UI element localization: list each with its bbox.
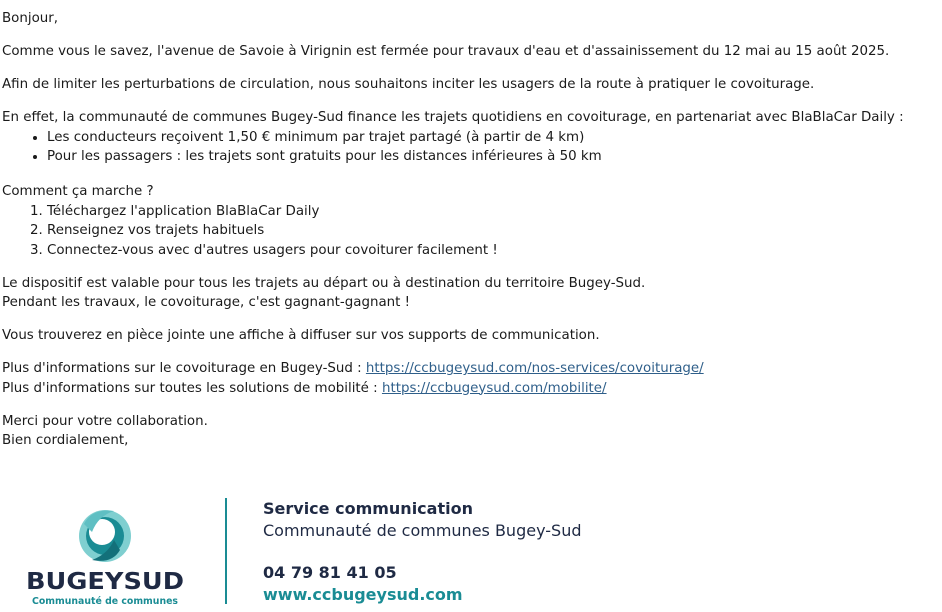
signature-organisation: Communauté de communes Bugey-Sud — [263, 521, 582, 540]
mobilite-link[interactable]: https://ccbugeysud.com/mobilite/ — [381, 380, 607, 396]
attachment-paragraph: Vous trouverez en pièce jointe une affiche à diffuser sur vos supports de communication. — [2, 328, 600, 343]
slogan-line: Pendant les travaux, le covoiturage, c'est gagnant-gagnant ! — [2, 295, 411, 310]
email-body — [2, 9, 938, 451]
logo-sub-text: Communauté de communes — [32, 596, 189, 607]
info-covoiturage-label: Plus d'informations sur le covoiturage en Bugey-Sud : — [2, 361, 366, 376]
benefit-item-passengers: • Pour les passagers : les trajets sont gratuits pour les distances inférieures à 50 km — [47, 147, 938, 167]
info-covoiturage-line — [2, 359, 938, 379]
step-item-download: 1. Téléchargez l'application BlaBlaCar Daily — [47, 202, 938, 222]
wave-emblem-icon — [79, 510, 131, 562]
thanks-line: Merci pour votre collaboration. — [2, 413, 208, 429]
steps-list — [2, 202, 938, 261]
greeting: Bonjour, — [2, 11, 59, 26]
benefits-list — [2, 128, 938, 167]
bugeysud-logo — [20, 498, 192, 608]
signature-divider — [225, 498, 227, 604]
signature-website[interactable]: www.ccbugeysud.com — [263, 585, 463, 604]
info-mobilite-line — [2, 379, 938, 399]
benefit-item-drivers: • Les conducteurs reçoivent 1,50 € minimum par trajet partagé (à partir de 4 km) — [47, 128, 938, 148]
step-item-connect: 3. Connectez-vous avec d'autres usagers pour covoiturer facilement ! — [47, 241, 938, 261]
funding-paragraph: En effet, la communauté de communes Bugey-Sud finance les trajets quotidiens en covoiturage, en partenariat avec BlaBlaCar Daily : — [2, 110, 904, 125]
validity-line: Le dispositif est valable pour tous les trajets au départ ou à destination du territoire Bugey-Sud. — [2, 275, 646, 291]
step-item-register: 2. Renseignez vos trajets habituels — [47, 221, 938, 241]
how-title: Comment ça marche ? — [2, 184, 154, 199]
aim-paragraph: Afin de limiter les perturbations de circulation, nous souhaitons inciter les usagers de la route à pratiquer le covoiturage. — [2, 77, 815, 92]
signature-service: Service communication — [263, 499, 473, 518]
info-mobilite-label: Plus d'informations sur toutes les solutions de mobilité : — [2, 380, 382, 396]
covoiturage-link[interactable]: https://ccbugeysud.com/nos-services/covoiturage/ — [365, 361, 704, 376]
signature-phone: 04 79 81 41 05 — [263, 563, 397, 582]
email-signature — [0, 490, 942, 612]
logo-main-text: BUGEYSUD — [26, 569, 184, 595]
signature-details — [263, 498, 581, 606]
closing-line: Bien cordialement, — [2, 433, 129, 448]
intro-paragraph: Comme vous le savez, l'avenue de Savoie à Virignin est fermée pour travaux d'eau et d'assainissement du 12 mai au 15 août 2025. — [2, 44, 890, 59]
